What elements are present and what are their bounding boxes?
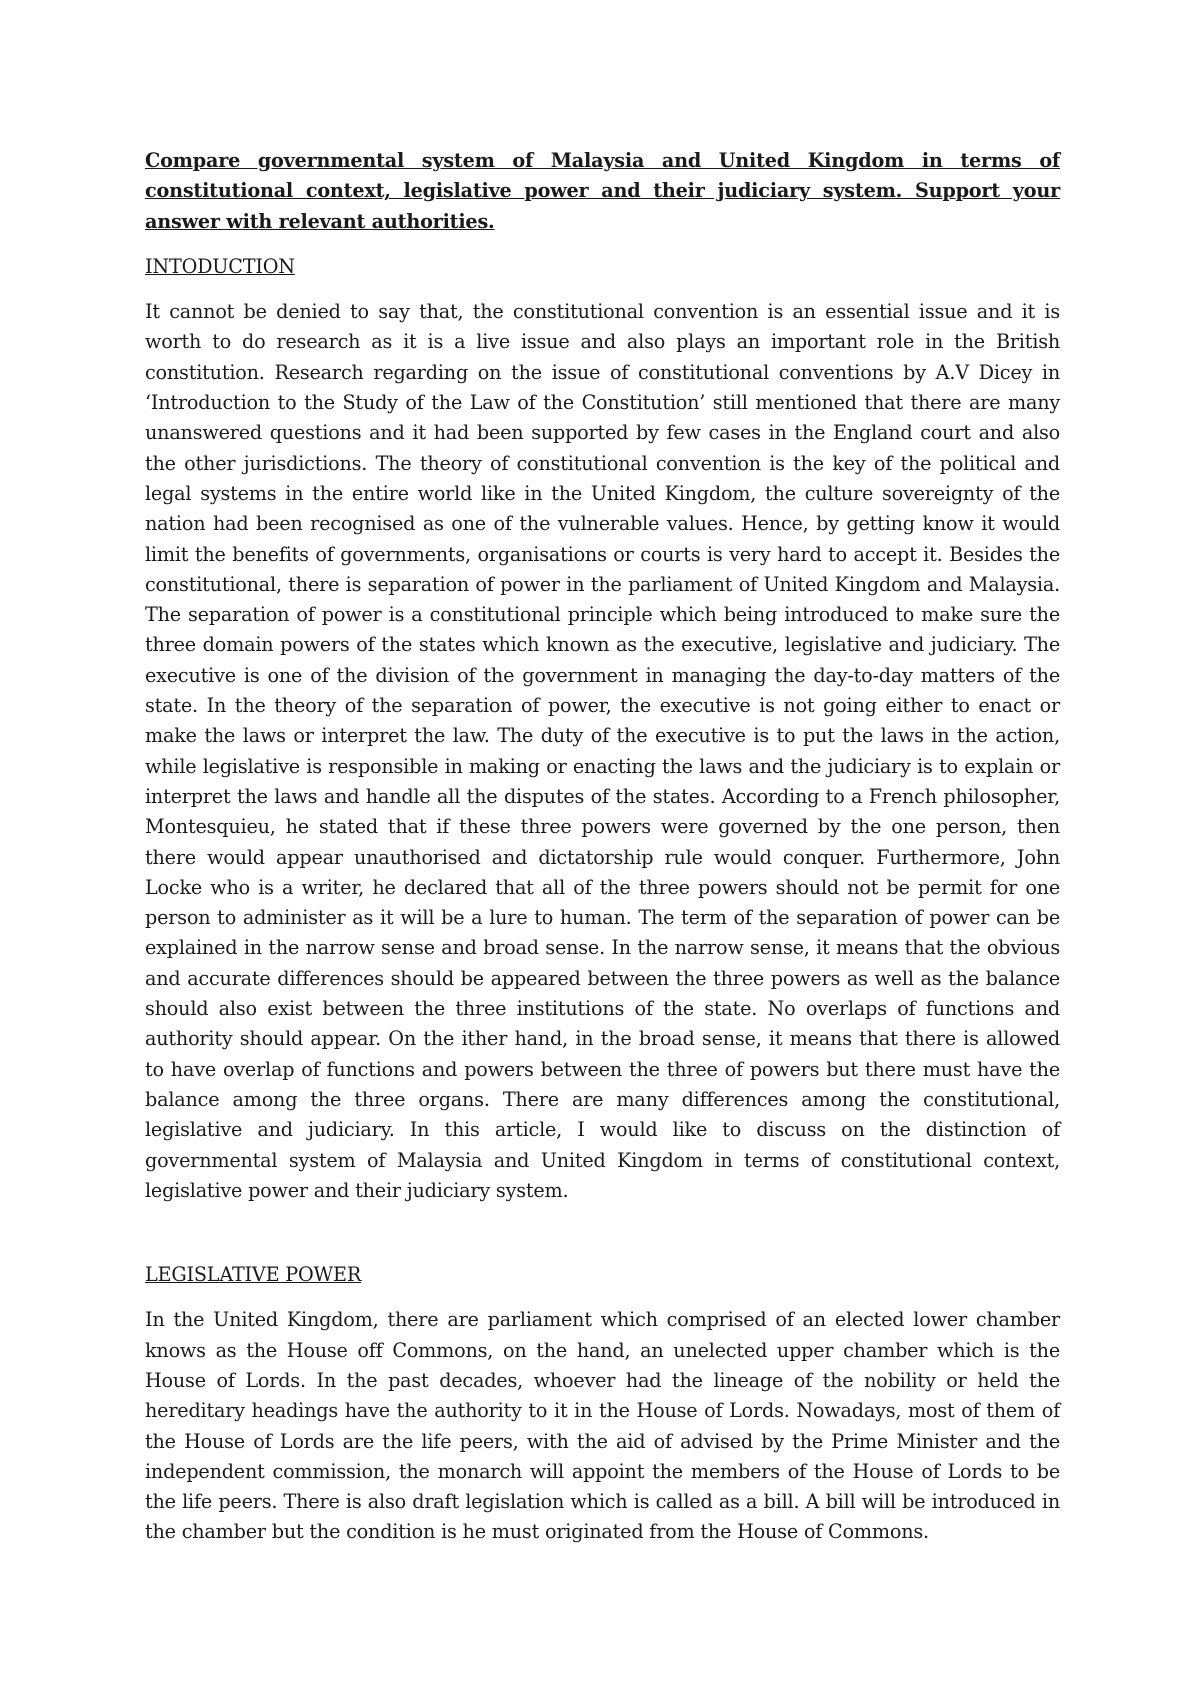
- section-body-legislative-power: In the United Kingdom, there are parliament which comprised of an elected lower chamber knows as the House off Commons, on the hand, an unelected upper chamber which is the House of Lords. In the past decades, whoever had the lineage of the nobility or held the hereditary headings have the authority to it in the House of Lords. Nowadays, most of them of the House of Lords are the life peers, with the aid of advised by the Prime Minister and the independent commission, the monarch will appoint the members of the House of Lords to be the life peers. There is also draft legislation which is called as a bill. A bill will be introduced in the chamber but the condition is he must originated from the House of Commons.: [145, 1308, 1060, 1544]
- section-body-introduction: It cannot be denied to say that, the constitutional convention is an essential issue and it is worth to do research as it is a live issue and also plays an important role in the British constitution. Research regarding on the issue of constitutional conventions by A.V Dicey in ‘Introduction to the Study of the Law of the Constitution’ still mentioned that there are many unanswered questions and it had been supported by few cases in the England court and also the other jurisdictions. The theory of constitutional convention is the key of the political and legal systems in the entire world like in the United Kingdom, the culture sovereignty of the nation had been recognised as one of the vulnerable values. Hence, by getting know it would limit the benefits of governments, organisations or courts is very hard to accept it. Besides the constitutional, there is separation of power in the parliament of United Kingdom and Malaysia. The separation of power is a constitutional principle which being introduced to make sure the three domain powers of the states which known as the executive, legislative and judiciary. The executive is one of the division of the government in managing the day-to-day matters of the state. In the theory of the separation of power, the executive is not going either to enact or make the laws or interpret the law. The duty of the executive is to put the laws in the action, while legislative is responsible in making or enacting the laws and the judiciary is to explain or interpret the laws and handle all the disputes of the states. According to a French philosopher, Montesquieu, he stated that if these three powers were governed by the one person, then there would appear unauthorised and dictatorship rule would conquer. Furthermore, John Locke who is a writer, he declared that all of the three powers should not be permit for one person to administer as it will be a lure to human. The term of the separation of power can be explained in the narrow sense and broad sense. In the narrow sense, it means that the obvious and accurate differences should be appeared between the three powers as well as the balance should also exist between the three institutions of the state. No overlaps of functions and authority should appear. On the ither hand, in the broad sense, it means that there is allowed to have overlap of functions and powers between the three of powers but there must have the balance among the three organs. There are many differences among the constitutional, legislative and judiciary. In this article, I would like to discuss on the distinction of governmental system of Malaysia and United Kingdom in terms of constitutional context, legislative power and their judiciary system.: [145, 300, 1060, 1202]
- document-content: [145, 146, 1060, 1548]
- section-spacer: [145, 1206, 1060, 1260]
- question-title: Compare governmental system of Malaysia and United Kingdom in terms of constitutional context, legislative power and their judiciary system. Support your answer with relevant authorities.: [145, 149, 1060, 233]
- section-heading-legislative-power: LEGISLATIVE POWER: [145, 1263, 362, 1287]
- section-heading-introduction: INTODUCTION: [145, 254, 295, 278]
